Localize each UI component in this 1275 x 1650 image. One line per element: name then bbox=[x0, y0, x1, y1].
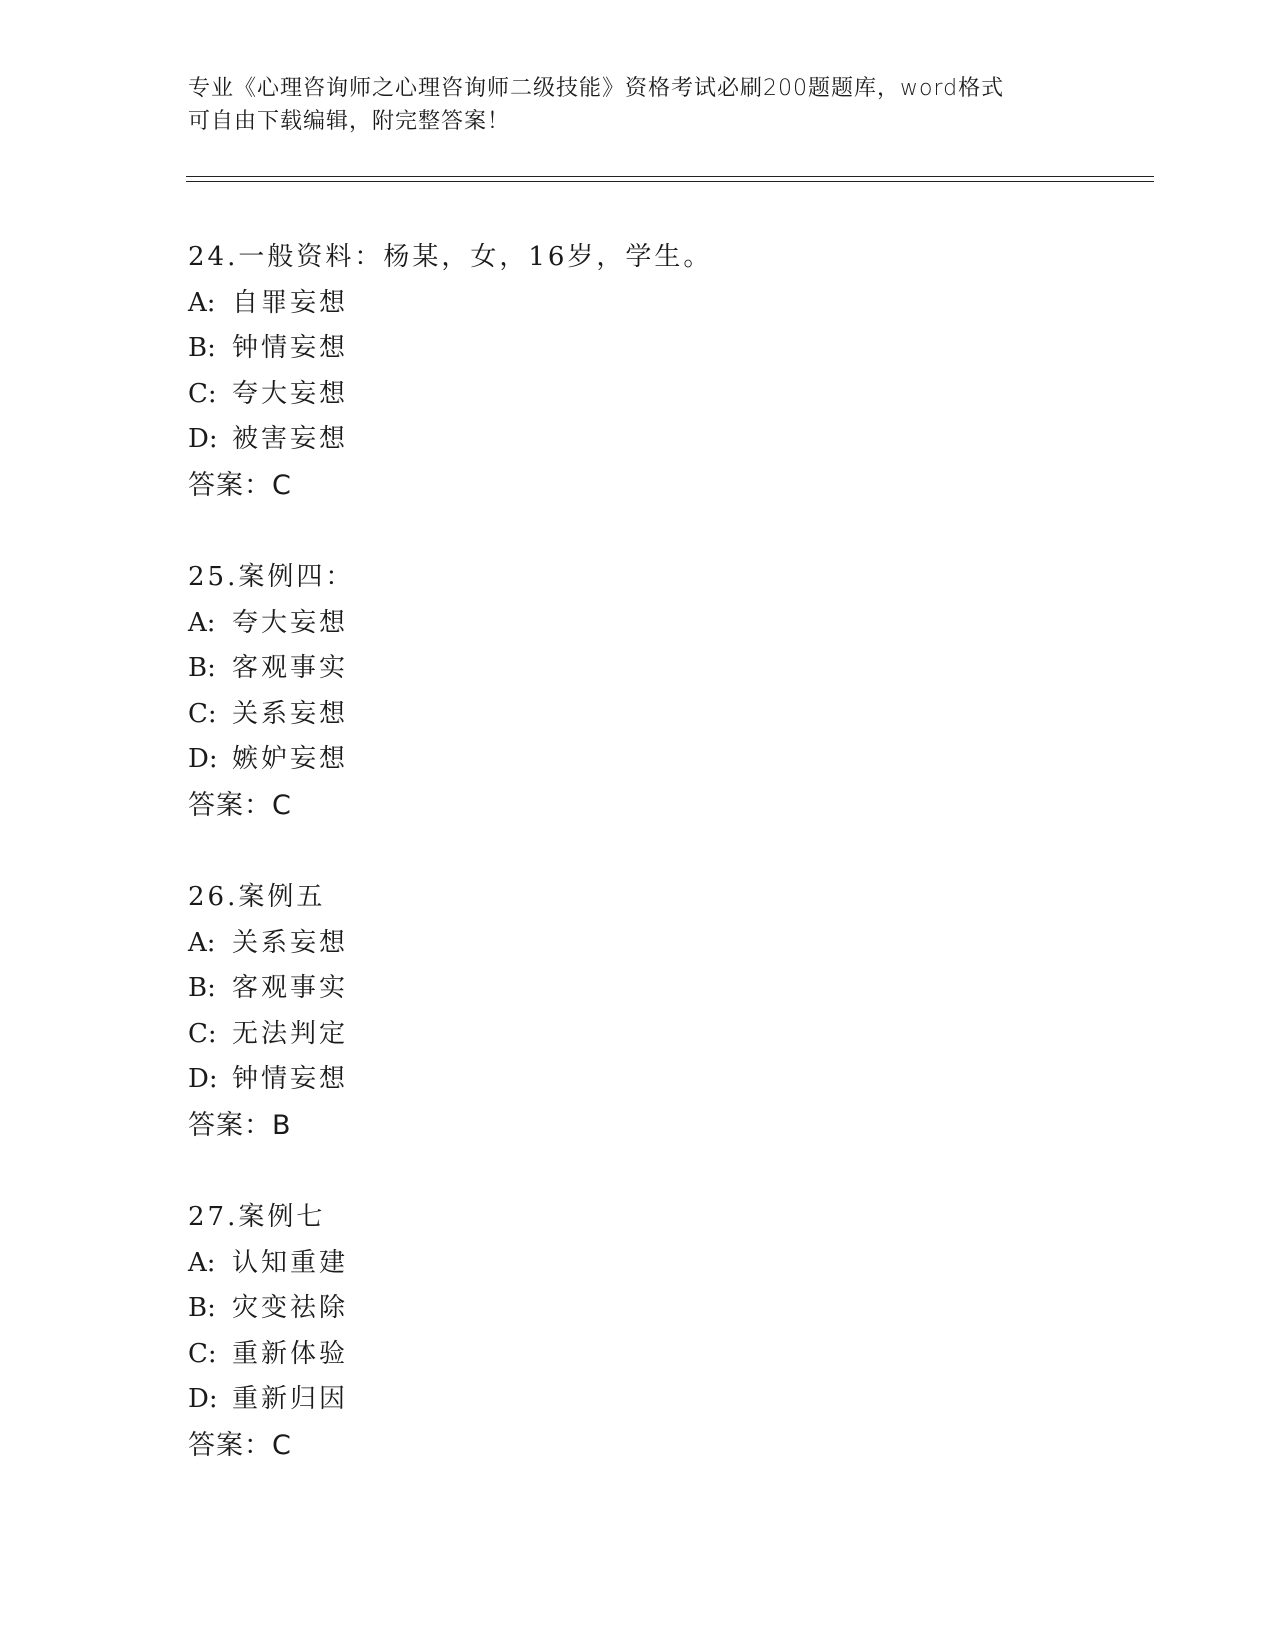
option-b bbox=[188, 646, 354, 692]
question-title: 24.一般资料：杨某，女，16岁，学生。 bbox=[188, 242, 713, 272]
option-text: 客观事实 bbox=[232, 973, 349, 1003]
option-letter: A: bbox=[188, 287, 216, 318]
header-divider-top bbox=[186, 176, 1154, 177]
option-c bbox=[188, 1012, 348, 1058]
option-letter: B: bbox=[188, 973, 216, 1003]
question-title: 27.案例七 bbox=[188, 1202, 326, 1232]
option-text: 客观事实 bbox=[232, 653, 349, 683]
option-d bbox=[188, 1377, 348, 1423]
option-text: 重新体验 bbox=[232, 1338, 349, 1369]
answer-line: 答案：C bbox=[188, 469, 292, 501]
option-c bbox=[188, 1332, 348, 1378]
option-letter: B: bbox=[188, 333, 216, 363]
question-title: 26.案例五 bbox=[188, 882, 326, 912]
option-text: 钟情妄想 bbox=[232, 1064, 349, 1094]
option-text: 重新归因 bbox=[232, 1384, 349, 1414]
answer-line: 答案：C bbox=[188, 789, 292, 821]
option-b bbox=[188, 966, 348, 1012]
question-24 bbox=[188, 235, 712, 508]
option-d bbox=[188, 417, 712, 463]
option-a bbox=[188, 281, 712, 327]
header-divider-bottom bbox=[186, 181, 1154, 182]
option-a bbox=[188, 921, 348, 967]
header-line-1: 专业《心理咨询师之心理咨询师二级技能》资格考试必刷200题题库，word格式 bbox=[188, 76, 1005, 101]
option-text: 灾变祛除 bbox=[232, 1293, 349, 1323]
option-letter: D: bbox=[188, 424, 218, 454]
question-25 bbox=[188, 555, 354, 828]
document-header bbox=[188, 72, 1088, 138]
question-title: 25.案例四： bbox=[188, 562, 355, 592]
option-text: 嫉妒妄想 bbox=[232, 744, 349, 774]
option-letter: C: bbox=[188, 1338, 217, 1369]
option-text: 夸大妄想 bbox=[232, 378, 349, 409]
answer-line: 答案：B bbox=[188, 1109, 292, 1141]
option-c bbox=[188, 692, 354, 738]
option-b bbox=[188, 1286, 348, 1332]
option-text: 钟情妄想 bbox=[232, 333, 349, 363]
option-b bbox=[188, 326, 712, 372]
option-text: 关系妄想 bbox=[232, 927, 349, 958]
option-letter: C: bbox=[188, 378, 217, 409]
question-26 bbox=[188, 875, 348, 1148]
option-text: 认知重建 bbox=[232, 1247, 349, 1278]
option-letter: D: bbox=[188, 1064, 218, 1094]
option-letter: A: bbox=[188, 607, 216, 638]
option-letter: B: bbox=[188, 653, 216, 683]
option-c bbox=[188, 372, 712, 418]
option-letter: D: bbox=[188, 1384, 218, 1414]
option-text: 自罪妄想 bbox=[232, 287, 349, 318]
option-text: 夸大妄想 bbox=[232, 607, 349, 638]
option-letter: C: bbox=[188, 698, 217, 729]
option-text: 无法判定 bbox=[232, 1018, 349, 1049]
question-27 bbox=[188, 1195, 348, 1468]
option-a bbox=[188, 1241, 348, 1287]
option-text: 被害妄想 bbox=[232, 424, 349, 454]
header-line-2: 可自由下载编辑，附完整答案！ bbox=[188, 109, 511, 134]
option-a bbox=[188, 601, 354, 647]
option-letter: D: bbox=[188, 744, 218, 774]
option-letter: A: bbox=[188, 927, 216, 958]
option-letter: A: bbox=[188, 1247, 216, 1278]
option-d bbox=[188, 737, 354, 783]
answer-line: 答案：C bbox=[188, 1429, 292, 1461]
option-letter: B: bbox=[188, 1293, 216, 1323]
option-text: 关系妄想 bbox=[232, 698, 349, 729]
option-letter: C: bbox=[188, 1018, 217, 1049]
option-d bbox=[188, 1057, 348, 1103]
